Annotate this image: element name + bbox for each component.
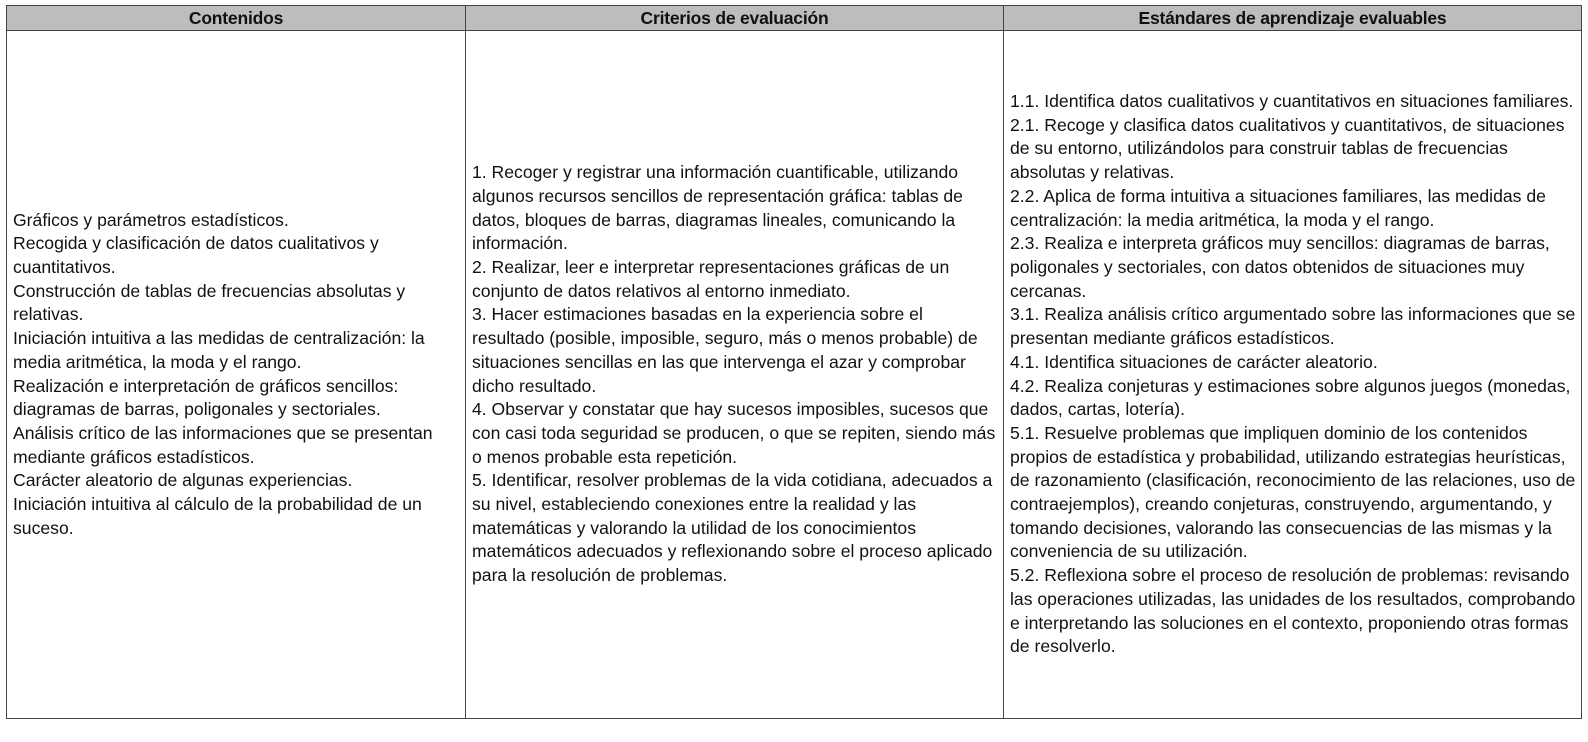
- header-estandares: Estándares de aprendizaje evaluables: [1004, 6, 1582, 31]
- estandar-item: 2.3. Realiza e interpreta gráficos muy sencillos: diagramas de barras, poligonales y sectoriales, con datos obtenidos de situaciones muy cercanas.: [1010, 233, 1550, 301]
- criterios-cell: [466, 31, 1004, 719]
- contenido-item: Carácter aleatorio de algunas experiencias.: [13, 470, 353, 491]
- estandar-item: 4.2. Realiza conjeturas y estimaciones sobre algunos juegos (monedas, dados, cartas, lotería).: [1010, 375, 1571, 420]
- estandar-item: 5.1. Resuelve problemas que impliquen dominio de los contenidos propios de estadística y probabilidad, utilizando estrategias heurísticas, de razonamiento (clasificación, reconocimiento de las relaciones, uso de contraejemplos), creando conjeturas, construyendo, argumentando, y tomando decisiones, valorando las consecuencias de las mismas y la conveniencia de su utilización.: [1010, 422, 1576, 562]
- content-row: [7, 31, 1582, 719]
- contenido-item: Análisis crítico de las informaciones que se presentan mediante gráficos estadísticos.: [13, 422, 433, 467]
- contenido-item: Construcción de tablas de frecuencias absolutas y relativas.: [13, 280, 406, 325]
- estandar-item: 2.1. Recoge y clasifica datos cualitativos y cuantitativos, de situaciones de su entorno, utilizándolos para construir tablas de frecuencias absolutas y relativas.: [1010, 114, 1565, 183]
- estandar-item: 1.1. Identifica datos cualitativos y cuantitativos en situaciones familiares.: [1010, 91, 1574, 112]
- criterio-item: 3. Hacer estimaciones basadas en la experiencia sobre el resultado (posible, imposible, seguro, más o menos probable) de situaciones sencillas en las que intervenga el azar y comprobar dicho resultado.: [472, 304, 978, 396]
- header-contenidos: Contenidos: [7, 6, 466, 31]
- criterio-item: 4. Observar y constatar que hay sucesos imposibles, sucesos que con casi toda seguridad se producen, o que se repiten, siendo más o menos probable esta repetición.: [472, 399, 996, 467]
- criterio-item: 5. Identificar, resolver problemas de la vida cotidiana, adecuados a su nivel, estableciendo conexiones entre la realidad y las matemáticas y valorando la utilidad de los conocimientos matemáticos adecuados y reflexionando sobre el proceso aplicado para la resolución de problemas.: [472, 470, 993, 586]
- estandar-item: 5.2. Reflexiona sobre el proceso de resolución de problemas: revisando las operaciones utilizadas, las unidades de los resultados, comprobando e interpretando las soluciones en el contexto, proponiendo otras formas de resolverlo.: [1010, 565, 1576, 657]
- criterio-item: 1. Recoger y registrar una información cuantificable, utilizando algunos recursos sencillos de representación gráfica: tablas de datos, bloques de barras, diagramas lineales, comunicando la información.: [472, 162, 963, 254]
- header-criterios: Criterios de evaluación: [466, 6, 1004, 31]
- contenidos-cell: [7, 31, 466, 719]
- contenido-item: Recogida y clasificación de datos cualitativos y cuantitativos.: [13, 233, 379, 277]
- estandares-cell: [1004, 31, 1582, 719]
- curriculum-table: [6, 5, 1582, 719]
- header-row: [7, 6, 1582, 31]
- contenido-item: Realización e interpretación de gráficos sencillos: diagramas de barras, poligonales y sectoriales.: [13, 375, 399, 420]
- estandar-item: 2.2. Aplica de forma intuitiva a situaciones familiares, las medidas de centralización: la media aritmética, la moda y el rango.: [1010, 185, 1546, 230]
- contenido-item: Iniciación intuitiva al cálculo de la probabilidad de un suceso.: [13, 494, 422, 538]
- contenido-item: Iniciación intuitiva a las medidas de centralización: la media aritmética, la moda y el rango.: [13, 328, 425, 372]
- criterio-item: 2. Realizar, leer e interpretar representaciones gráficas de un conjunto de datos relativos al entorno inmediato.: [472, 256, 950, 301]
- estandar-item: 4.1. Identifica situaciones de carácter aleatorio.: [1010, 351, 1378, 372]
- estandar-item: 3.1. Realiza análisis crítico argumentado sobre las informaciones que se presentan mediante gráficos estadísticos.: [1010, 304, 1576, 349]
- contenido-item: Gráficos y parámetros estadísticos.: [13, 209, 289, 230]
